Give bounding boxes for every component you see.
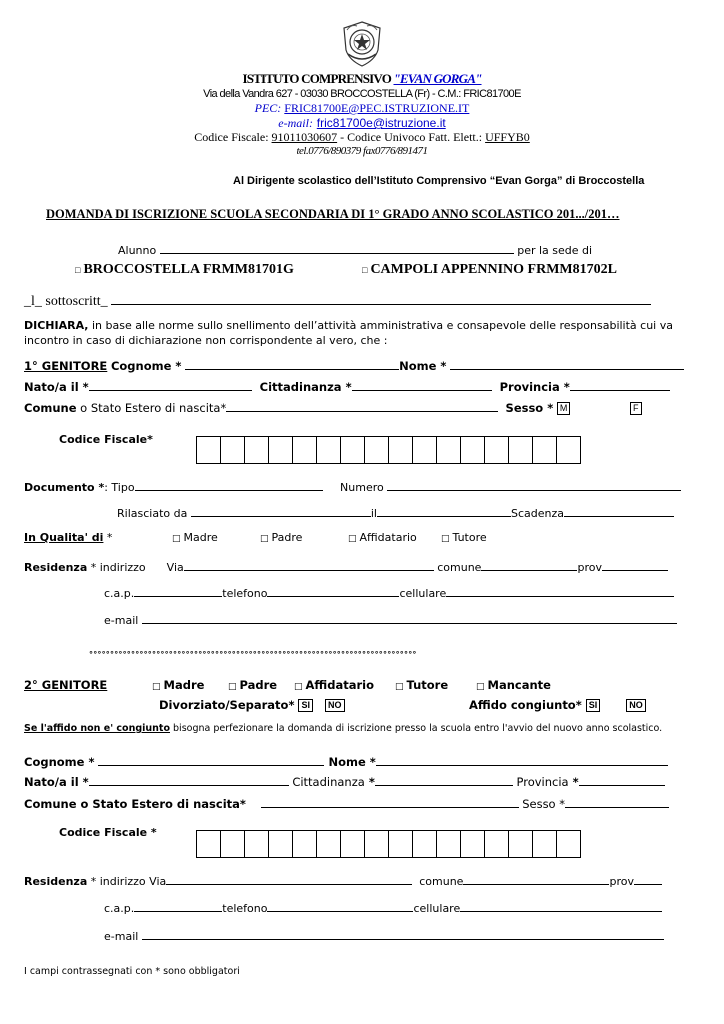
g2-via-field[interactable] [166, 873, 412, 885]
footer-note: I campi contrassegnati con * sono obbligatori [24, 966, 240, 977]
g2-option-affidatario[interactable]: □ Affidatario [294, 678, 375, 692]
g2-cognome-field[interactable] [98, 754, 324, 766]
g1-doc-numero-field[interactable] [387, 479, 681, 491]
g2-cf-boxes[interactable] [196, 830, 581, 858]
g2-cittadinanza-field[interactable] [375, 774, 513, 786]
sesso-m-box[interactable]: M [557, 402, 571, 415]
g1-residenza-row: Residenza * indirizzo Via comune prov [24, 559, 668, 574]
email-link[interactable]: fric81700e@istruzione.it [316, 116, 446, 130]
g1-option-padre[interactable]: □ Padre [260, 531, 303, 544]
affido-no-box[interactable]: NO [626, 699, 646, 712]
divorziato-row: Divorziato/Separato* SI NO [159, 698, 345, 712]
g1-email-row: e-mail [104, 612, 677, 627]
g2-sesso-field[interactable] [565, 796, 669, 808]
g1-email-field[interactable] [142, 612, 677, 624]
g1-rilasciato-field[interactable] [191, 505, 371, 517]
phone-line: tel.0776/890379 fax0776/891471 [296, 145, 428, 157]
g1-comune-row: Comune o Stato Estero di nascita* Sesso * M F [24, 400, 642, 415]
g1-contact-row: c.a.p. telefono cellulare [104, 585, 674, 600]
republic-emblem [341, 20, 383, 68]
g2-nato-field[interactable] [89, 774, 289, 786]
addressee: Al Dirigente scolastico dell’Istituto Comprensivo “Evan Gorga” di Broccostella [233, 175, 645, 187]
pec-link[interactable]: FRIC81700E@PEC.ISTRUZIONE.IT [284, 101, 470, 115]
g2-option-tutore[interactable]: □ Tutore [395, 678, 449, 692]
g2-nome-field[interactable] [376, 754, 668, 766]
g2-title: 2° GENITORE [24, 678, 108, 692]
g2-email-field[interactable] [142, 928, 664, 940]
g1-qualita-row: In Qualita' di * [24, 531, 113, 544]
g1-via-field[interactable] [184, 559, 434, 571]
affido-row: Affido congiunto* SI NO [469, 698, 646, 712]
g1-prov-field[interactable] [602, 559, 668, 571]
g2-birth-row: Nato/a il * Cittadinanza * Provincia * [24, 774, 665, 789]
g1-option-affidatario[interactable]: □ Affidatario [348, 531, 417, 544]
g1-option-madre[interactable]: □ Madre [172, 531, 218, 544]
g2-contact-row: c.a.p. telefono cellulare [104, 900, 662, 915]
g1-cognome-field[interactable] [185, 358, 399, 370]
alunno-row: Alunno per la sede di [118, 244, 593, 257]
g1-nome-field[interactable] [450, 358, 684, 370]
g2-email-row: e-mail [104, 928, 664, 943]
g1-nato-field[interactable] [89, 379, 252, 391]
separator: °°°°°°°°°°°°°°°°°°°°°°°°°°°°°°°°°°°°°°°°°°°°°°°°°°°°°°°°°°°°°°°°°°°°°°°°°°°°°° [89, 650, 417, 659]
sede-campoli[interactable]: □ CAMPOLI APPENNINO FRMM81702L [362, 262, 617, 277]
g1-option-tutore[interactable]: □ Tutore [441, 531, 487, 544]
g2-name-row: Cognome * Nome * [24, 754, 668, 769]
g1-cap-field[interactable] [134, 585, 222, 597]
dichiara-text: DICHIARA, in base alle norme sullo snellimento dell’attività amministrativa e consapevole delle responsabilità cui va incontro in caso di dichiarazione non corrispondente al vero, che : [24, 319, 673, 347]
g2-cf-label: Codice Fiscale * [59, 826, 157, 839]
g2-cap-field[interactable] [134, 900, 222, 912]
checkbox-icon[interactable]: □ [75, 265, 81, 275]
g1-name-row: 1° GENITORE Cognome * Nome * [24, 358, 684, 373]
g1-doc-row: Documento *: Tipo Numero [24, 479, 681, 494]
affido-si-box[interactable]: SI [586, 699, 601, 712]
divorziato-si-box[interactable]: SI [298, 699, 313, 712]
g1-provincia-field[interactable] [570, 379, 670, 391]
g1-rilascio-row: Rilasciato da il Scadenza [117, 505, 674, 520]
g1-cf-label: Codice Fiscale* [59, 433, 153, 446]
sottoscritto-row: _l_ sottoscritt_ [24, 293, 651, 310]
g2-comune-field[interactable] [261, 796, 519, 808]
form-title: DOMANDA DI ISCRIZIONE SCUOLA SECONDARIA DI 1° GRADO ANNO SCOLASTICO 201.../201… [46, 207, 620, 221]
pec-line: PEC: FRIC81700E@PEC.ISTRUZIONE.IT [254, 101, 470, 115]
g2-option-mancante[interactable]: □ Mancante [476, 678, 551, 692]
email-line: e-mail: fric81700e@istruzione.it [278, 116, 446, 130]
g2-cellulare-field[interactable] [460, 900, 662, 912]
g2-telefono-field[interactable] [267, 900, 413, 912]
g2-comune-row: Comune o Stato Estero di nascita* Sesso * [24, 796, 669, 811]
g1-il-field[interactable] [377, 505, 511, 517]
sottoscritto-field[interactable] [111, 293, 651, 305]
g1-scadenza-field[interactable] [564, 505, 674, 517]
g1-cellulare-field[interactable] [446, 585, 674, 597]
alunno-field[interactable] [160, 242, 514, 254]
g1-telefono-field[interactable] [267, 585, 399, 597]
affido-note: Se l'affido non e' congiunto bisogna perfezionare la domanda di iscrizione presso la scuola entro l'avvio del nuovo anno scolastico. [24, 723, 663, 734]
g1-birth-row: Nato/a il * Cittadinanza * Provincia * [24, 379, 670, 394]
checkbox-icon[interactable]: □ [362, 265, 368, 275]
g2-comune-res-field[interactable] [463, 873, 609, 885]
g2-prov-field[interactable] [634, 873, 662, 885]
g2-option-padre[interactable]: □ Padre [228, 678, 278, 692]
divorziato-no-box[interactable]: NO [325, 699, 345, 712]
g2-provincia-field[interactable] [579, 774, 665, 786]
sede-broccostella[interactable]: □ BROCCOSTELLA FRMM81701G [75, 262, 294, 277]
g1-comune-field[interactable] [226, 400, 498, 412]
g1-doc-tipo-field[interactable] [135, 479, 323, 491]
school-address: Via della Vandra 627 - 03030 BROCCOSTELLA (Fr) - C.M.: FRIC81700E [203, 88, 521, 100]
g1-cittadinanza-field[interactable] [352, 379, 492, 391]
sesso-f-box[interactable]: F [630, 402, 642, 415]
g2-option-madre[interactable]: □ Madre [152, 678, 205, 692]
g1-cf-boxes[interactable] [196, 436, 581, 464]
school-name: ISTITUTO COMPRENSIVO "EVAN GORGA" [242, 71, 482, 86]
g1-comune-res-field[interactable] [481, 559, 577, 571]
fiscal-line: Codice Fiscale: 91011030607 - Codice Univoco Fatt. Elett.: UFFYB0 [194, 130, 530, 144]
g2-residenza-row: Residenza * indirizzo Via comune prov [24, 873, 662, 888]
